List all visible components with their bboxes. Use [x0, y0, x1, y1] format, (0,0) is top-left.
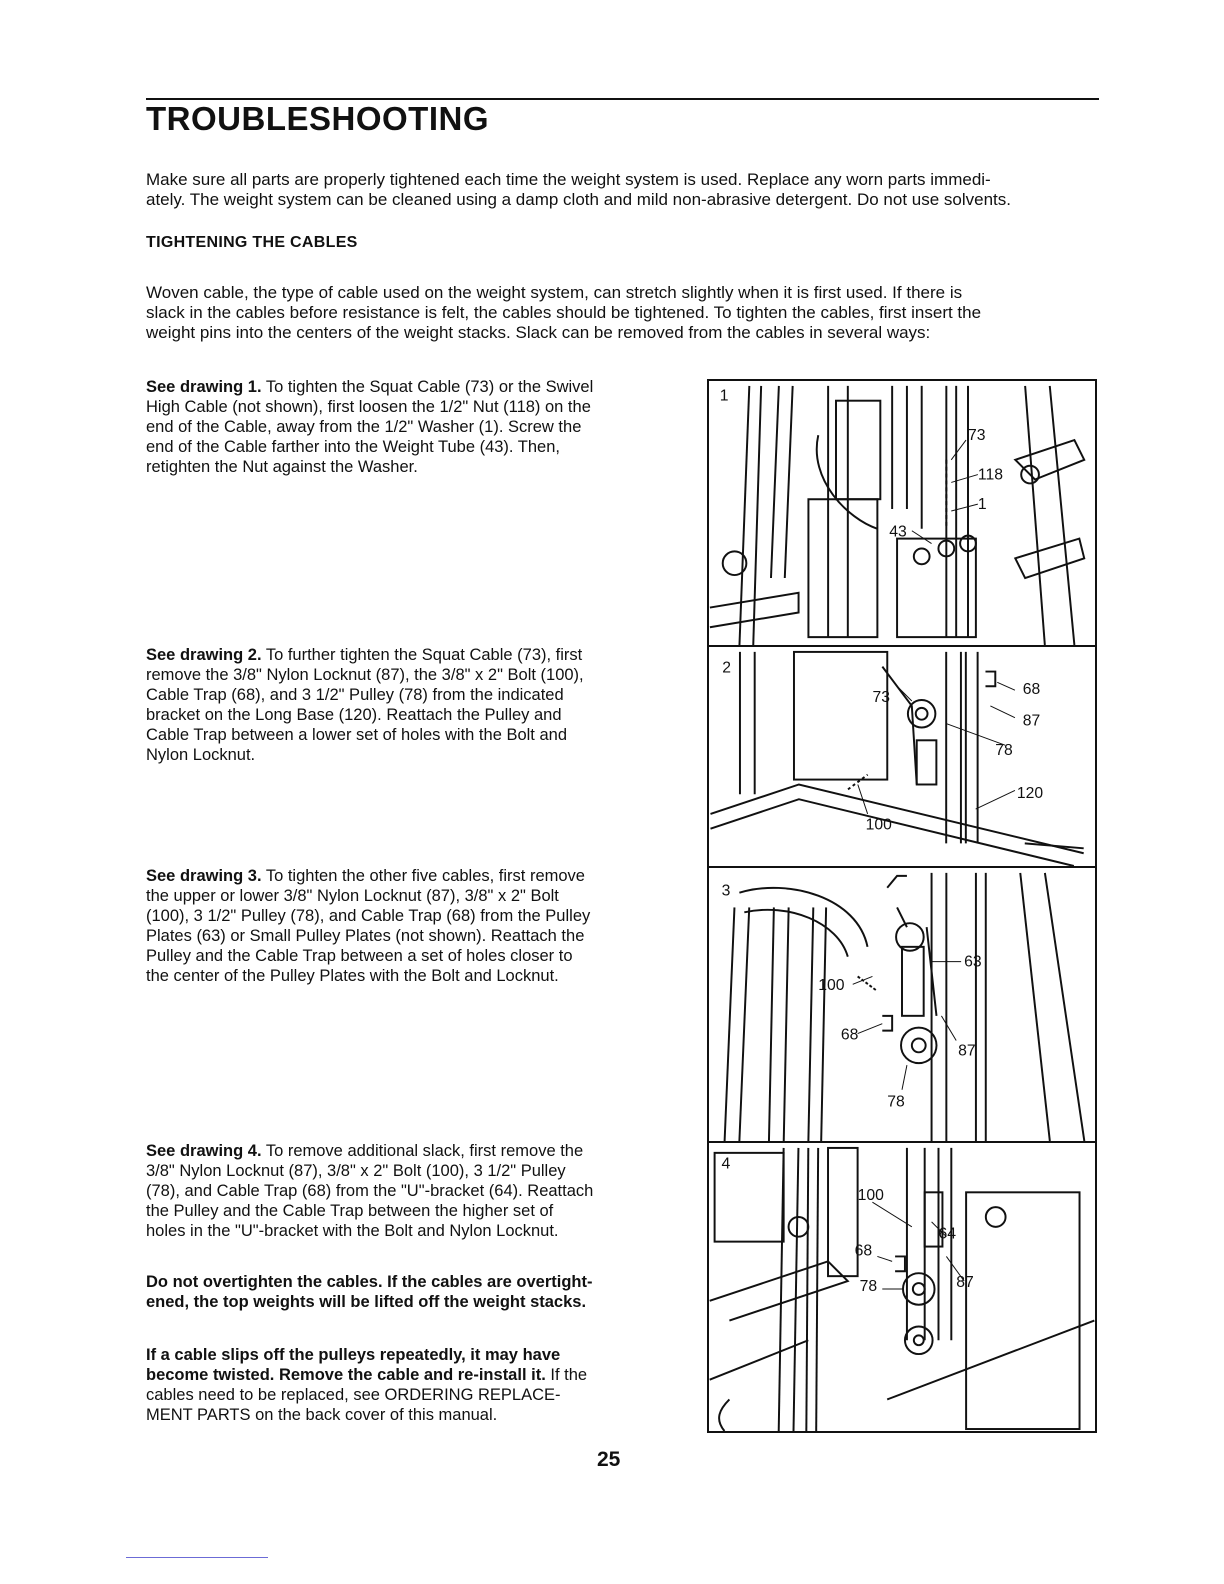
- callout-label: 78: [887, 1093, 905, 1111]
- intro-line-2: ately. The weight system can be cleaned using a damp cloth and mild non-abrasive detergent. Do not use solvents.: [146, 190, 1011, 209]
- step-line: holes in the "U"-bracket with the Bolt and Nylon Locknut.: [146, 1222, 559, 1240]
- step-line: To remove additional slack, first remove the: [261, 1142, 584, 1160]
- step-4-text: [146, 1141, 671, 1241]
- note-bold-line: If a cable slips off the pulleys repeatedly, it may have: [146, 1346, 561, 1364]
- step-line: Pulley and the Cable Trap between a set of holes closer to: [146, 947, 573, 965]
- drawing-4-illustration: [709, 1143, 1095, 1431]
- drawing-number: 4: [721, 1155, 731, 1173]
- step-1-text: [146, 377, 671, 477]
- step-line: Cable Trap (68), and 3 1/2" Pulley (78) from the indicated: [146, 686, 564, 704]
- callout-label: 68: [854, 1242, 873, 1260]
- callout-label: 64: [938, 1225, 957, 1243]
- callout-label: 100: [865, 816, 892, 834]
- step-lead: See drawing 4.: [146, 1142, 262, 1160]
- step-line: To further tighten the Squat Cable (73), first: [261, 646, 583, 664]
- callout-label: 100: [818, 977, 845, 995]
- note-line: cables need to be replaced, see ORDERING REPLACE-: [146, 1386, 561, 1404]
- step-line: the upper or lower 3/8" Nylon Locknut (87), 3/8" x 2" Bolt: [146, 887, 559, 905]
- page-title: TROUBLESHOOTING: [146, 100, 489, 137]
- callout-label: 87: [1022, 712, 1041, 730]
- step-line: 3/8" Nylon Locknut (87), 3/8" x 2" Bolt (100), 3 1/2" Pulley: [146, 1162, 566, 1180]
- callout-label: 73: [968, 427, 986, 445]
- step-line: end of the Cable farther into the Weight Tube (43). Then,: [146, 438, 560, 456]
- drawing-1-illustration: [709, 381, 1095, 645]
- drawing-1: [707, 379, 1097, 647]
- step-3-text: [146, 866, 671, 986]
- step-2-text: [146, 645, 671, 765]
- step-line: Plates (63) or Small Pulley Plates (not shown). Reattach the: [146, 927, 585, 945]
- step-line: the Pulley and the Cable Trap between the higher set of: [146, 1202, 554, 1220]
- note-line: If the: [545, 1366, 588, 1384]
- cables-intro-line-3: weight pins into the centers of the weight stacks. Slack can be removed from the cables in several ways:: [146, 323, 931, 342]
- drawing-2: [707, 645, 1097, 868]
- twisted-cable-note: [146, 1345, 671, 1425]
- drawing-number: 3: [721, 882, 731, 900]
- step-line: retighten the Nut against the Washer.: [146, 458, 418, 476]
- warning-line: Do not overtighten the cables. If the cables are overtight-: [146, 1273, 593, 1291]
- step-lead: See drawing 2.: [146, 646, 262, 664]
- callout-label: 120: [1016, 785, 1044, 803]
- section-subheading: TIGHTENING THE CABLES: [146, 234, 358, 251]
- callout-label: 87: [956, 1274, 974, 1291]
- drawing-4: [707, 1141, 1097, 1433]
- step-line: To tighten the Squat Cable (73) or the Swivel: [261, 378, 594, 396]
- footer-line: [126, 1557, 268, 1558]
- callout-label: 118: [977, 466, 1003, 484]
- callout-label: 73: [872, 688, 891, 706]
- callout-label: 1: [977, 496, 987, 514]
- step-line: Cable Trap between a lower set of holes with the Bolt and: [146, 726, 567, 744]
- callout-label: 87: [958, 1042, 976, 1060]
- step-line: bracket on the Long Base (120). Reattach the Pulley and: [146, 706, 562, 724]
- callout-label: 78: [859, 1277, 878, 1295]
- overtighten-warning: [146, 1272, 671, 1312]
- cables-intro-line-1: Woven cable, the type of cable used on the weight system, can stretch slightly when it is first used. If there is: [146, 283, 963, 302]
- drawing-number: 1: [719, 387, 729, 405]
- drawing-3: [707, 866, 1097, 1143]
- note-line: MENT PARTS on the back cover of this manual.: [146, 1406, 498, 1424]
- callout-label: 63: [964, 953, 982, 971]
- step-line: (100), 3 1/2" Pulley (78), and Cable Trap (68) from the Pulley: [146, 907, 591, 925]
- drawing-3-illustration: [709, 868, 1095, 1141]
- drawing-number: 2: [722, 659, 732, 677]
- cables-intro-line-2: slack in the cables before resistance is felt, the cables should be tightened. To tighten the cables, first insert the: [146, 303, 982, 322]
- callout-label: 43: [889, 523, 907, 541]
- note-bold-line: become twisted. Remove the cable and re-install it.: [146, 1366, 546, 1384]
- page-number: 25: [597, 1448, 621, 1471]
- callout-label: 100: [857, 1187, 884, 1205]
- step-lead: See drawing 1.: [146, 378, 262, 396]
- callout-label: 68: [1022, 681, 1041, 699]
- step-line: the center of the Pulley Plates with the Bolt and Locknut.: [146, 967, 559, 985]
- callout-label: 68: [840, 1026, 859, 1044]
- step-line: end of the Cable, away from the 1/2" Washer (1). Screw the: [146, 418, 582, 436]
- callout-label: 78: [995, 742, 1013, 760]
- step-lead: See drawing 3.: [146, 867, 262, 885]
- drawing-2-illustration: [709, 647, 1095, 866]
- step-line: To tighten the other five cables, first remove: [261, 867, 585, 885]
- intro-line-1: Make sure all parts are properly tightened each time the weight system is used. Replace any worn parts immedi-: [146, 170, 991, 189]
- step-line: High Cable (not shown), first loosen the 1/2" Nut (118) on the: [146, 398, 591, 416]
- step-line: remove the 3/8" Nylon Locknut (87), the 3/8" x 2" Bolt (100),: [146, 666, 584, 684]
- warning-line: ened, the top weights will be lifted off the weight stacks.: [146, 1293, 587, 1311]
- step-line: (78), and Cable Trap (68) from the "U"-bracket (64). Reattach: [146, 1182, 594, 1200]
- step-line: Nylon Locknut.: [146, 746, 256, 764]
